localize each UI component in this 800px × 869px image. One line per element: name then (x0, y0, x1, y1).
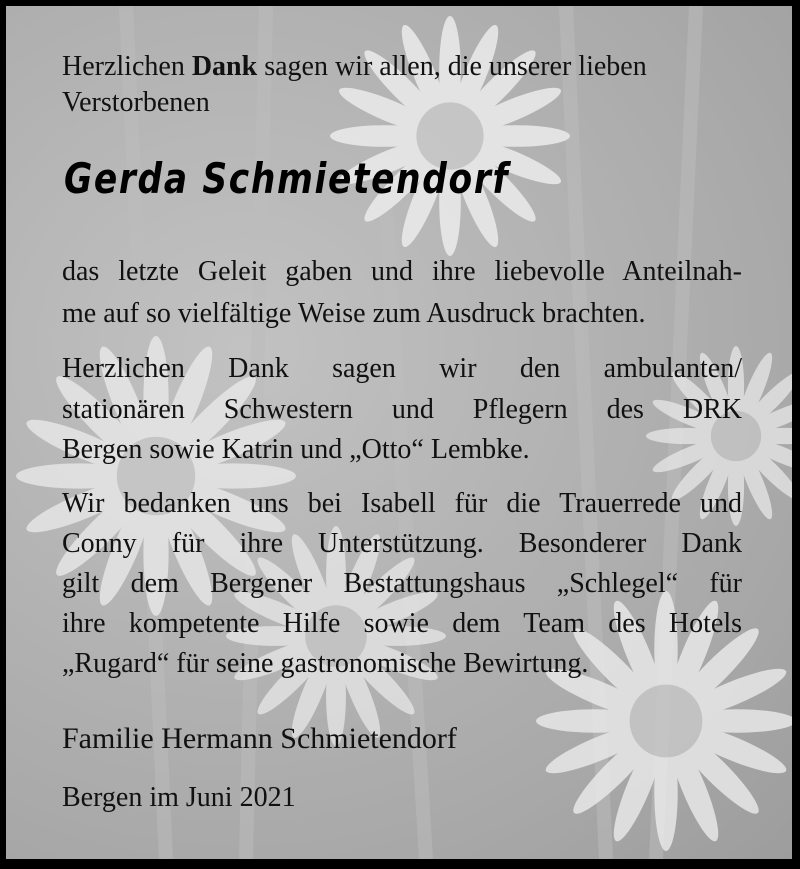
paragraph-3-line: Wir bedanken uns bei Isabell für die Trauerrede und (62, 488, 742, 519)
intro-line-1: Herzlichen Dank sagen wir allen, die unserer lieben (62, 51, 647, 82)
paragraph-1-line: das letzte Geleit gaben und ihre liebevolle Anteilnah- (62, 256, 742, 287)
paragraph-3-line: gilt dem Bergener Bestattungshaus „Schlegel“ für (62, 568, 742, 599)
paragraph-3-line: ihre kompetente Hilfe sowie dem Team des Hotels (62, 608, 742, 639)
signature: Familie Hermann Schmietendorf (62, 722, 457, 755)
paragraph-2-line: Bergen sowie Katrin und „Otto“ Lembke. (62, 434, 530, 465)
paragraph-3-line: „Rugard“ für seine gastronomische Bewirtung. (62, 648, 589, 679)
obituary-ad (6, 6, 792, 859)
paragraph-1-line: me auf so vielfältige Weise zum Ausdruck brachten. (62, 298, 646, 329)
place-date: Bergen im Juni 2021 (62, 782, 296, 813)
paragraph-2-line: Herzlichen Dank sagen wir den ambulanten/ (62, 353, 742, 384)
intro-line-2: Verstorbenen (62, 87, 210, 118)
deceased-name: Gerda Schmietendorf (64, 154, 510, 203)
paragraph-3-line: Conny für ihre Unterstützung. Besonderer Dank (62, 528, 742, 559)
paragraph-2-line: stationären Schwestern und Pflegern des DRK (62, 394, 742, 425)
